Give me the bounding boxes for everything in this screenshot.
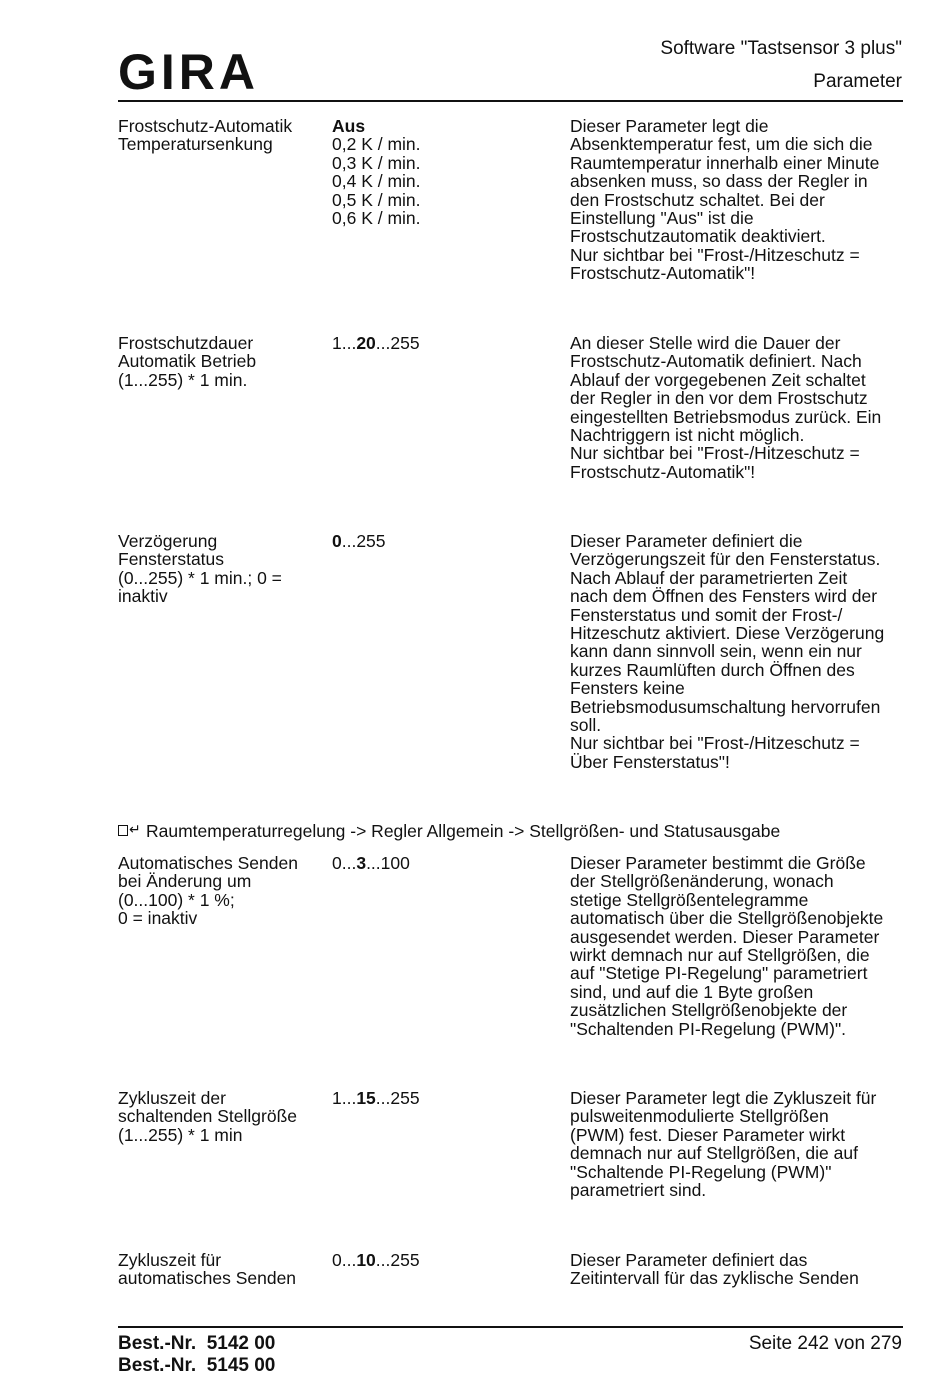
section-title: Parameter [813,71,902,92]
description-line: kann dann sinnvoll sein, wenn ein nur [570,641,862,662]
parameter-name-line: schaltenden Stellgröße [118,1106,297,1127]
parameter-name-line: (1...255) * 1 min. [118,369,248,390]
description-line: (PWM) fest. Dieser Parameter wirkt [570,1124,846,1145]
page-number: Seite 242 von 279 [748,1333,902,1354]
range-default: 10 [356,1250,376,1270]
parameter-name-line: Automatisches Senden [118,853,298,873]
description-line: Nur sichtbar bei "Frost-/Hitzeschutz = [570,733,860,754]
description-line: Hitzeschutz aktiviert. Diese Verzögerung [570,623,885,644]
description-line: den Frostschutz schaltet. Bei der [570,189,825,210]
description-line: eingestellten Betriebsmodus zurück. Ein [570,406,882,427]
parameter-value-default: Aus [332,116,366,136]
parameter-name-line: (0...100) * 1 %; [118,889,235,910]
range-default: 15 [356,1088,376,1108]
description-line: Raumtemperatur innerhalb einer Minute [570,152,880,173]
description-line: der Regler in den vor dem Frostschutz [570,388,868,409]
description-line: absenken muss, so dass der Regler in [570,171,868,192]
parameter-name [118,854,323,928]
parameter-values [332,117,552,227]
parameter-name [118,1089,323,1144]
parameter-name-line: Zykluszeit für [118,1250,222,1270]
parameter-value: 0,6 K / min. [332,208,421,229]
parameter-name-line: automatisches Senden [118,1268,297,1289]
description-line: Über Fensterstatus"! [570,751,730,772]
description-line: zusätzlichen Stellgrößenobjekte der [570,1000,848,1021]
range-end: ...100 [366,853,410,873]
section-heading [118,821,780,841]
description-line: soll. [570,715,602,736]
range-start: 0... [332,1250,357,1270]
range-end: ...255 [375,333,420,353]
description-line: Frostschutz-Automatik"! [570,263,756,284]
parameter-value-range [332,1089,552,1107]
description-line: Frostschutz-Automatik definiert. Nach [570,351,862,372]
description-line: Nur sichtbar bei "Frost-/Hitzeschutz = [570,443,860,464]
description-line: kurzes Raumlüften durch Öffnen des [570,659,855,680]
parameter-description [570,117,910,283]
parameter-description [570,532,910,771]
parameter-value-range [332,532,552,550]
parameter-value-range [332,854,552,872]
description-line: Dieser Parameter bestimmt die Größe [570,853,866,873]
header-rule [118,100,903,102]
description-line: automatisch über die Stellgrößenobjekte [570,908,884,929]
parameter-values [332,854,552,872]
description-line: Frostschutz-Automatik"! [570,461,756,482]
parameter-description [570,1251,910,1288]
description-line: pulsweitenmodulierte Stellgrößen [570,1106,829,1127]
range-default: 20 [356,333,376,353]
description-line: "Schaltende PI-Regelung (PWM)" [570,1161,832,1182]
description-line: der Stellgrößenänderung, wonach [570,871,834,892]
order-number: Best.-Nr. 5145 00 [118,1355,276,1376]
range-start: 1... [332,1088,357,1108]
gira-logo: GIRA [118,44,259,100]
parameter-description [570,1089,910,1199]
footer-rule [118,1326,903,1328]
parameter-name-line: (1...255) * 1 min [118,1124,243,1145]
description-line: auf "Stetige PI-Regelung" parametriert [570,963,868,984]
software-title: Software "Tastsensor 3 plus" [660,38,902,59]
parameter-name-line: Zykluszeit der [118,1088,226,1108]
description-line: Zeitintervall für das zyklische Senden [570,1268,859,1289]
range-start: 1... [332,333,357,353]
parameter-value: 0,5 K / min. [332,189,421,210]
parameter-values [332,1251,552,1269]
parameter-name-line: bei Änderung um [118,871,252,892]
parameter-values [332,334,552,352]
description-line: wirkt demnach nur auf Stellgrößen, die [570,945,870,966]
parameter-name-line: 0 = inaktiv [118,908,198,929]
parameter-name [118,1251,323,1288]
range-default: 0 [332,531,342,551]
description-line: Nach Ablauf der parametrierten Zeit [570,567,848,588]
description-line: Nachtriggern ist nicht möglich. [570,425,805,446]
parameter-value-range [332,334,552,352]
parameter-description [570,854,910,1038]
parameter-value-range [332,1251,552,1269]
parameter-name [118,117,323,154]
description-line: stetige Stellgrößentelegramme [570,889,809,910]
description-line: nach dem Öffnen des Fensters wird der [570,586,878,607]
description-line: parametriert sind. [570,1180,707,1201]
parameter-values [332,1089,552,1107]
range-end: ...255 [341,531,386,551]
parameter-value: 0,2 K / min. [332,134,421,155]
description-line: ausgesendet werden. Dieser Parameter [570,926,880,947]
description-line: "Schaltenden PI-Regelung (PWM)". [570,1018,847,1039]
parameter-name-line: Temperatursenkung [118,134,273,155]
description-line: Absenktemperatur fest, um die sich die [570,134,873,155]
parameter-name-line: inaktiv [118,586,168,607]
description-line: Frostschutzautomatik deaktiviert. [570,226,826,247]
range-default: 3 [356,853,367,873]
parameter-name-line: Fensterstatus [118,549,225,570]
description-line: Ablauf der vorgegebenen Zeit schaltet [570,369,866,390]
range-end: ...255 [375,1088,420,1108]
parameter-name-line: Frostschutz-Automatik [118,116,293,136]
description-line: An dieser Stelle wird die Dauer der [570,333,841,353]
description-line: Dieser Parameter definiert die [570,531,803,551]
parameter-value: 0,3 K / min. [332,152,421,173]
navigation-path-icon: ↵ [118,823,146,839]
parameter-name [118,334,323,389]
description-line: Einstellung "Aus" ist die [570,208,754,229]
order-numbers [118,1333,275,1377]
description-line: Dieser Parameter legt die Zykluszeit für [570,1088,877,1108]
section-heading-text: Raumtemperaturregelung -> Regler Allgemein -> Stellgrößen- und Statusausgabe [146,821,781,841]
range-start: 0... [332,853,357,873]
parameter-name-line: Frostschutzdauer [118,333,254,353]
parameter-value: 0,4 K / min. [332,171,421,192]
parameter-name [118,532,323,606]
description-line: Nur sichtbar bei "Frost-/Hitzeschutz = [570,244,860,265]
parameter-name-line: Automatik Betrieb [118,351,257,372]
parameter-values [332,532,552,550]
parameter-name-line: Verzögerung [118,531,218,551]
order-number: Best.-Nr. 5142 00 [118,1333,276,1354]
parameter-description [570,334,910,481]
parameter-name-line: (0...255) * 1 min.; 0 = [118,567,282,588]
description-line: Fensterstatus und somit der Frost-/ [570,604,843,625]
description-line: Betriebsmodusumschaltung hervorrufen [570,696,881,717]
description-line: Fensters keine [570,678,685,699]
description-line: Dieser Parameter legt die [570,116,769,136]
description-line: Dieser Parameter definiert das [570,1250,808,1270]
description-line: Verzögerungszeit für den Fensterstatus. [570,549,881,570]
range-end: ...255 [375,1250,420,1270]
description-line: sind, und auf die 1 Byte großen [570,981,814,1002]
description-line: demnach nur auf Stellgrößen, die auf [570,1143,858,1164]
